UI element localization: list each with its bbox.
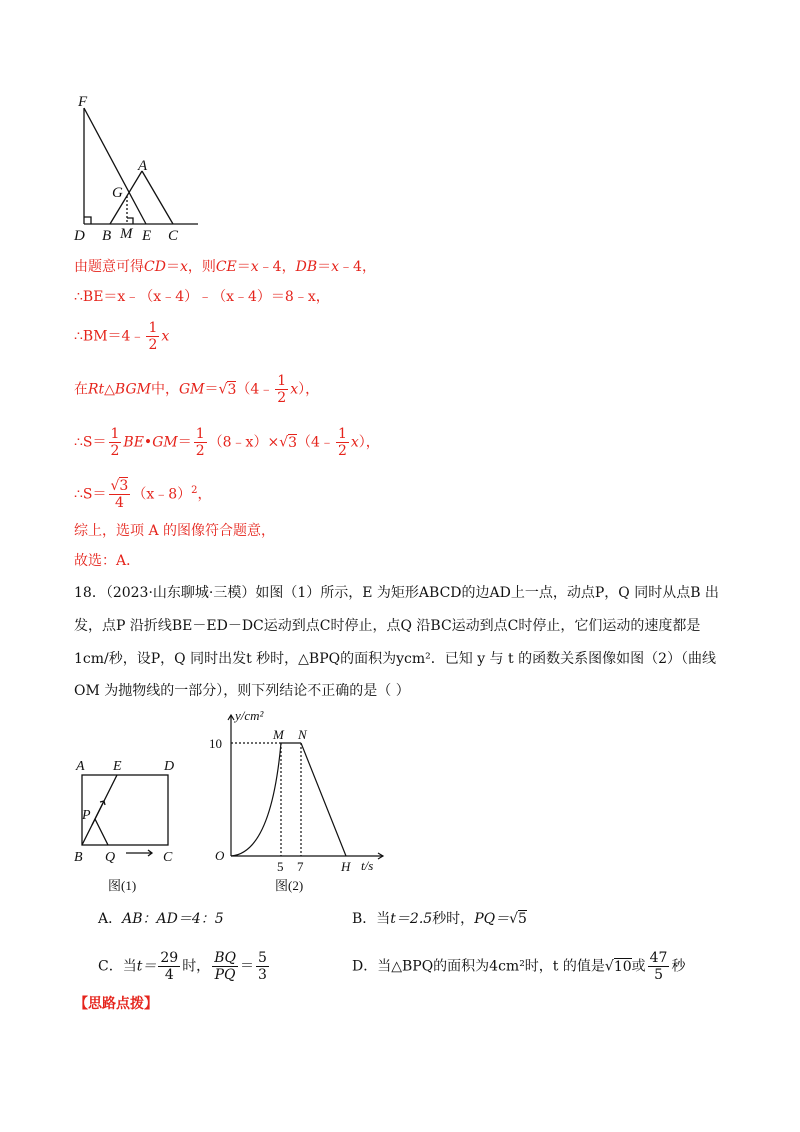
figure-1-caption: 图(1) <box>108 878 137 893</box>
label-a: A <box>138 158 148 174</box>
solution-line-3: ∴BM＝4﹣ $\frac{1}{2}$ x <box>74 320 170 353</box>
figure-2-caption: 图(2) <box>275 878 304 893</box>
tick-10: 10 <box>209 736 222 751</box>
label-h: H <box>341 859 351 874</box>
option-c[interactable]: C．当t＝ $\frac{29}{4}$ 时， $\frac{BQ}{PQ}$ ＝ $\frac{5}{3}$ <box>98 950 267 983</box>
question-line-3: 1cm/秒，设P，Q 同时出发t 秒时，△BPQ的面积为ycm²．已知 y 与 t 的函数关系图像如图（2）（曲线 <box>74 651 716 667</box>
sqrt-icon: √ <box>110 478 120 494</box>
tick-7: 7 <box>297 859 304 874</box>
question-line-4: OM 为抛物线的一部分），则下列结论不正确的是（ ） <box>74 683 410 699</box>
label-c: C <box>163 850 173 865</box>
question-line-1: 18．（2023·山东聊城·三模）如图（1）所示，E 为矩形ABCD的边AD上一点，动点P，Q 同时从点B 出 <box>74 585 719 601</box>
top-triangle-figure <box>70 92 205 242</box>
solution-line-2: ∴BE＝x﹣（x﹣4）﹣（x﹣4）＝8﹣x， <box>74 289 330 305</box>
figure-2-graph <box>205 703 395 898</box>
label-n: N <box>298 727 307 742</box>
right-angle-d <box>84 217 91 224</box>
arrow-p-icon <box>92 801 104 825</box>
solution-line-1: 由题意可得CD＝x，则CE＝x﹣4，DB＝x﹣4， <box>74 259 376 275</box>
solution-answer: 故选：A． <box>74 553 141 569</box>
label-m: M <box>273 727 284 742</box>
label-q: Q <box>105 850 116 865</box>
option-d[interactable]: D．当△BPQ的面积为4cm²时，t 的值是√10或 $\frac{47}{5}$ 秒 <box>352 950 686 983</box>
sqrt-icon: √ <box>279 434 289 451</box>
label-d: D <box>164 759 175 774</box>
hint-heading: 【思路点拨】 <box>74 996 158 1012</box>
question-line-2: 发，点P 沿折线BE－ED－DC运动到点C时停止，点Q 沿BC运动到点C时停止，它们运动的速度都是 <box>74 618 701 634</box>
rectangle-abcd <box>82 775 168 845</box>
right-angle-m <box>127 218 133 224</box>
segment-pq <box>95 819 108 845</box>
label-m: M <box>120 226 133 242</box>
label-a: A <box>76 759 85 774</box>
label-f: F <box>78 94 88 110</box>
y-axis-label: y/cm² <box>235 708 264 723</box>
segment-fe <box>84 108 146 224</box>
sqrt-icon: √ <box>509 911 519 927</box>
label-p: P <box>82 808 91 823</box>
solution-summary: 综上，选项 A 的图像符合题意， <box>74 523 276 539</box>
sqrt-icon: √ <box>218 381 228 398</box>
label-g: G <box>112 185 123 201</box>
option-b[interactable]: B．当t＝2.5秒时，PQ＝√5 <box>352 911 527 927</box>
option-a[interactable]: A．AB：AD＝4：5 <box>98 911 224 927</box>
label-b: B <box>102 228 112 242</box>
tick-5: 5 <box>277 859 284 874</box>
solution-line-4: 在Rt△BGM中，GM＝√3（4﹣ $\frac{1}{2}$ x）， <box>74 373 320 406</box>
segment-ac <box>142 171 173 224</box>
label-e: E <box>142 228 152 242</box>
sqrt-icon: √ <box>604 958 614 975</box>
figure-1-rectangle <box>70 755 190 895</box>
label-o: O <box>215 848 225 863</box>
fraction: $\frac{1}{2}$ <box>148 320 158 353</box>
label-c: C <box>168 228 179 242</box>
segment-nh <box>301 743 346 856</box>
label-b: B <box>74 850 83 865</box>
x-axis-label: t/s <box>361 858 374 873</box>
label-d: D <box>74 228 85 242</box>
curve-om <box>231 743 281 856</box>
label-e: E <box>113 759 122 774</box>
solution-line-6: ∴S＝ $\frac{√3}{4}$ （x﹣8）$^2$， <box>74 478 212 511</box>
solution-line-5: ∴S＝ $\frac{1}{2}$ BE•GM＝ $\frac{1}{2}$ （8﹣x）×√3（4﹣ $\frac{1}{2}$ x）， <box>74 426 380 459</box>
